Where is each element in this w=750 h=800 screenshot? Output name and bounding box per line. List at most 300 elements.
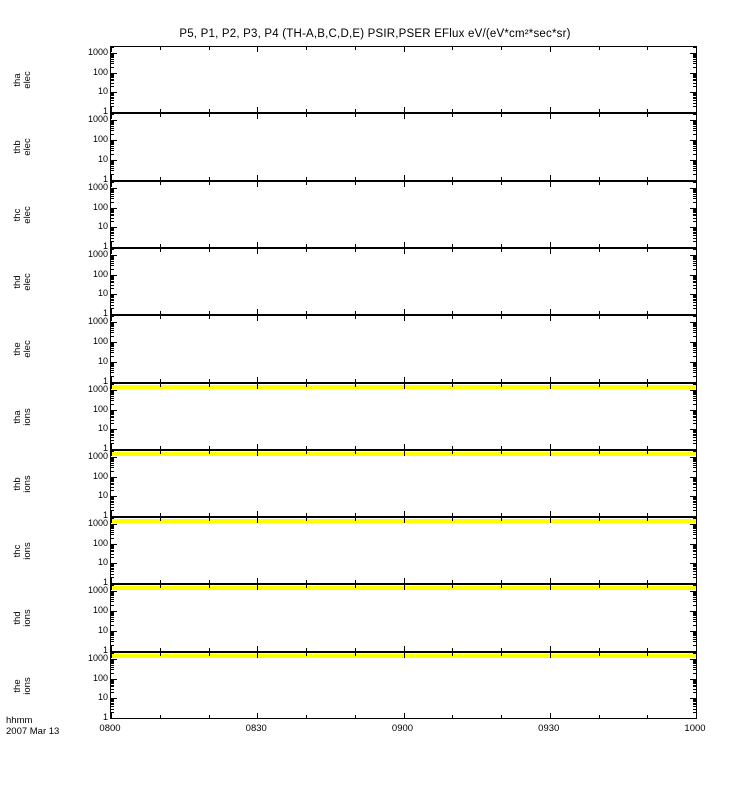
x-minor-tick-mark bbox=[599, 47, 600, 50]
y-tick-label: 10 bbox=[97, 625, 108, 635]
y-minor-tick-mark bbox=[693, 95, 696, 96]
y-tick-label: 1000 bbox=[87, 383, 108, 394]
x-tick-label: 0800 bbox=[99, 723, 121, 734]
y-minor-tick-mark bbox=[693, 484, 696, 485]
y-minor-tick-mark bbox=[693, 413, 696, 414]
y-minor-tick-mark bbox=[111, 507, 114, 508]
y-minor-tick-mark bbox=[693, 80, 696, 81]
x-minor-tick-mark bbox=[599, 109, 600, 112]
y-minor-tick-mark bbox=[111, 164, 114, 165]
x-minor-tick-mark bbox=[452, 379, 453, 382]
y-minor-tick-mark bbox=[693, 683, 696, 684]
y-minor-tick-mark bbox=[111, 413, 114, 414]
y-minor-tick-mark bbox=[693, 463, 696, 464]
x-minor-tick-mark bbox=[404, 648, 405, 651]
y-minor-tick-mark bbox=[693, 368, 696, 369]
y-tick-label: 1000 bbox=[87, 181, 108, 192]
y-minor-tick-mark bbox=[111, 295, 114, 296]
y-minor-tick-mark bbox=[693, 198, 696, 199]
y-minor-tick-mark bbox=[693, 483, 696, 484]
x-minor-tick-mark bbox=[647, 177, 648, 180]
y-minor-tick-mark bbox=[693, 364, 696, 365]
x-minor-tick-mark bbox=[550, 182, 551, 185]
y-minor-tick-mark bbox=[693, 168, 696, 169]
y-minor-tick-mark bbox=[111, 571, 114, 572]
y-minor-tick-mark bbox=[111, 416, 114, 417]
x-minor-tick-mark bbox=[111, 648, 112, 651]
y-minor-tick-mark bbox=[111, 196, 114, 197]
y-minor-tick-mark bbox=[111, 229, 114, 230]
y-minor-tick-mark bbox=[693, 300, 696, 301]
y-minor-tick-mark bbox=[693, 202, 696, 203]
x-tick-mark bbox=[696, 713, 697, 718]
x-minor-tick-mark bbox=[209, 715, 210, 718]
y-minor-tick-mark bbox=[111, 703, 114, 704]
y-minor-tick-mark bbox=[693, 665, 696, 666]
x-minor-tick-mark bbox=[501, 182, 502, 185]
y-minor-tick-mark bbox=[693, 593, 696, 594]
y-minor-tick-mark bbox=[693, 499, 696, 500]
y-minor-tick-mark bbox=[111, 282, 114, 283]
y-minor-tick-mark bbox=[693, 614, 696, 615]
y-minor-tick-mark bbox=[111, 683, 114, 684]
y-minor-tick-mark bbox=[111, 504, 114, 505]
panel-the-elec bbox=[110, 315, 697, 383]
y-minor-tick-mark bbox=[111, 592, 114, 593]
y-minor-tick-mark bbox=[111, 663, 114, 664]
y-tick-label: 10 bbox=[97, 356, 108, 366]
y-minor-tick-mark bbox=[111, 130, 114, 131]
y-minor-tick-mark bbox=[693, 420, 696, 421]
y-minor-tick-mark bbox=[111, 95, 114, 96]
y-minor-tick-mark bbox=[111, 706, 114, 707]
x-minor-tick-mark bbox=[647, 715, 648, 718]
x-minor-tick-mark bbox=[257, 379, 258, 382]
x-axis-label: hhmm bbox=[6, 715, 33, 726]
x-tick-mark bbox=[696, 114, 697, 119]
y-minor-tick-mark bbox=[111, 637, 114, 638]
y-minor-tick-mark bbox=[693, 487, 696, 488]
y-minor-tick-mark bbox=[693, 569, 696, 570]
y-minor-tick-mark bbox=[693, 103, 696, 104]
y-minor-tick-mark bbox=[111, 238, 114, 239]
y-minor-tick-mark bbox=[693, 481, 696, 482]
y-minor-tick-mark bbox=[693, 527, 696, 528]
y-minor-tick-mark bbox=[111, 166, 114, 167]
y-minor-tick-mark bbox=[111, 423, 114, 424]
y-minor-tick-mark bbox=[693, 461, 696, 462]
y-minor-tick-mark bbox=[693, 67, 696, 68]
y-minor-tick-mark bbox=[693, 77, 696, 78]
y-minor-tick-mark bbox=[693, 194, 696, 195]
y-minor-tick-mark bbox=[111, 391, 114, 392]
x-minor-tick-mark bbox=[160, 177, 161, 180]
y-minor-tick-mark bbox=[111, 420, 114, 421]
x-minor-tick-mark bbox=[501, 311, 502, 314]
y-minor-tick-mark bbox=[111, 305, 114, 306]
x-minor-tick-mark bbox=[306, 580, 307, 583]
y-minor-tick-mark bbox=[693, 305, 696, 306]
x-minor-tick-mark bbox=[501, 114, 502, 117]
y-minor-tick-mark bbox=[693, 703, 696, 704]
x-minor-tick-mark bbox=[355, 513, 356, 516]
x-minor-tick-mark bbox=[209, 311, 210, 314]
x-minor-tick-mark bbox=[257, 244, 258, 247]
x-minor-tick-mark bbox=[355, 648, 356, 651]
x-minor-tick-mark bbox=[599, 513, 600, 516]
x-minor-tick-mark bbox=[355, 177, 356, 180]
y-minor-tick-mark bbox=[693, 667, 696, 668]
panel-thc-ions bbox=[110, 517, 697, 584]
panel-plot-area bbox=[111, 585, 696, 651]
x-minor-tick-mark bbox=[599, 316, 600, 319]
y-minor-tick-mark bbox=[111, 141, 114, 142]
x-minor-tick-mark bbox=[111, 715, 112, 718]
y-minor-tick-mark bbox=[111, 417, 114, 418]
y-minor-tick-mark bbox=[693, 686, 696, 687]
y-minor-tick-mark bbox=[111, 332, 114, 333]
y-minor-tick-mark bbox=[111, 218, 114, 219]
y-minor-tick-mark bbox=[111, 103, 114, 104]
y-minor-tick-mark bbox=[111, 232, 114, 233]
x-minor-tick-mark bbox=[306, 653, 307, 656]
y-minor-tick-mark bbox=[693, 550, 696, 551]
y-minor-tick-mark bbox=[111, 323, 114, 324]
y-minor-tick-mark bbox=[111, 302, 114, 303]
x-minor-tick-mark bbox=[501, 585, 502, 588]
y-minor-tick-mark bbox=[111, 325, 114, 326]
y-axis-label-species: elec bbox=[22, 272, 33, 291]
y-axis-label-species: elec bbox=[22, 70, 33, 89]
y-minor-tick-mark bbox=[693, 548, 696, 549]
y-minor-tick-mark bbox=[111, 61, 114, 62]
y-minor-tick-mark bbox=[111, 261, 114, 262]
y-minor-tick-mark bbox=[111, 202, 114, 203]
x-minor-tick-mark bbox=[209, 653, 210, 656]
x-minor-tick-mark bbox=[257, 451, 258, 454]
panel-plot-area bbox=[111, 114, 696, 180]
y-minor-tick-mark bbox=[693, 276, 696, 277]
x-minor-tick-mark bbox=[647, 585, 648, 588]
x-minor-tick-mark bbox=[257, 446, 258, 449]
x-minor-tick-mark bbox=[550, 384, 551, 387]
x-minor-tick-mark bbox=[696, 518, 697, 521]
y-minor-tick-mark bbox=[111, 278, 114, 279]
y-minor-tick-mark bbox=[693, 639, 696, 640]
x-minor-tick-mark bbox=[257, 580, 258, 583]
x-minor-tick-mark bbox=[257, 585, 258, 588]
x-minor-tick-mark bbox=[452, 47, 453, 50]
x-minor-tick-mark bbox=[111, 585, 112, 588]
y-minor-tick-mark bbox=[693, 332, 696, 333]
x-minor-tick-mark bbox=[501, 249, 502, 252]
y-minor-tick-mark bbox=[111, 404, 114, 405]
y-minor-tick-mark bbox=[111, 212, 114, 213]
y-minor-tick-mark bbox=[693, 75, 696, 76]
y-axis-label-probe: thb bbox=[12, 140, 23, 154]
y-minor-tick-mark bbox=[111, 79, 114, 80]
x-minor-tick-mark bbox=[355, 585, 356, 588]
x-minor-tick-mark bbox=[599, 311, 600, 314]
y-tick-label: 100 bbox=[92, 470, 108, 481]
y-minor-tick-mark bbox=[111, 686, 114, 687]
y-minor-tick-mark bbox=[693, 479, 696, 480]
y-axis-label-species: ions bbox=[22, 609, 33, 627]
y-minor-tick-mark bbox=[111, 566, 114, 567]
x-minor-tick-mark bbox=[404, 249, 405, 252]
x-minor-tick-mark bbox=[355, 384, 356, 387]
y-minor-tick-mark bbox=[693, 554, 696, 555]
x-tick-mark bbox=[696, 646, 697, 651]
x-minor-tick-mark bbox=[696, 249, 697, 252]
y-minor-tick-mark bbox=[111, 67, 114, 68]
y-minor-tick-mark bbox=[693, 701, 696, 702]
y-minor-tick-mark bbox=[693, 680, 696, 681]
y-minor-tick-mark bbox=[693, 256, 696, 257]
x-minor-tick-mark bbox=[111, 244, 112, 247]
y-minor-tick-mark bbox=[693, 404, 696, 405]
x-minor-tick-mark bbox=[647, 114, 648, 117]
x-minor-tick-mark bbox=[404, 715, 405, 718]
x-minor-tick-mark bbox=[306, 451, 307, 454]
y-tick-label: 100 bbox=[92, 403, 108, 414]
y-minor-tick-mark bbox=[693, 682, 696, 683]
x-minor-tick-mark bbox=[550, 518, 551, 521]
y-minor-tick-mark bbox=[111, 279, 114, 280]
x-minor-tick-mark bbox=[452, 715, 453, 718]
y-minor-tick-mark bbox=[693, 74, 696, 75]
y-minor-tick-mark bbox=[111, 80, 114, 81]
y-tick-label: 1 bbox=[102, 577, 108, 587]
y-minor-tick-mark bbox=[693, 336, 696, 337]
y-minor-tick-mark bbox=[693, 599, 696, 600]
x-minor-tick-mark bbox=[452, 114, 453, 117]
y-minor-tick-mark bbox=[111, 574, 114, 575]
x-minor-tick-mark bbox=[696, 114, 697, 117]
x-minor-tick-mark bbox=[452, 109, 453, 112]
y-axis-label-thb-ions bbox=[13, 449, 33, 519]
y-minor-tick-mark bbox=[111, 458, 114, 459]
y-minor-tick-mark bbox=[693, 689, 696, 690]
y-minor-tick-mark bbox=[693, 460, 696, 461]
x-minor-tick-mark bbox=[452, 585, 453, 588]
y-minor-tick-mark bbox=[111, 211, 114, 212]
y-minor-tick-mark bbox=[693, 154, 696, 155]
y-axis-label-probe: thd bbox=[12, 274, 23, 289]
y-minor-tick-mark bbox=[111, 532, 114, 533]
y-minor-tick-mark bbox=[693, 398, 696, 399]
y-minor-tick-mark bbox=[693, 83, 696, 84]
y-minor-tick-mark bbox=[111, 86, 114, 87]
y-minor-tick-mark bbox=[111, 621, 114, 622]
x-tick-mark bbox=[696, 444, 697, 449]
x-minor-tick-mark bbox=[696, 585, 697, 588]
y-minor-tick-mark bbox=[693, 412, 696, 413]
y-minor-tick-mark bbox=[693, 545, 696, 546]
x-minor-tick-mark bbox=[696, 513, 697, 516]
y-minor-tick-mark bbox=[111, 148, 114, 149]
y-minor-tick-mark bbox=[693, 228, 696, 229]
x-minor-tick-mark bbox=[599, 580, 600, 583]
panel-thc-elec bbox=[110, 181, 697, 248]
y-minor-tick-mark bbox=[111, 435, 114, 436]
y-minor-tick-mark bbox=[111, 547, 114, 548]
y-minor-tick-mark bbox=[111, 662, 114, 663]
x-minor-tick-mark bbox=[452, 244, 453, 247]
y-minor-tick-mark bbox=[111, 548, 114, 549]
y-axis-label-tha-elec bbox=[13, 45, 33, 115]
x-minor-tick-mark bbox=[160, 249, 161, 252]
y-minor-tick-mark bbox=[693, 633, 696, 634]
x-minor-tick-mark bbox=[209, 379, 210, 382]
x-minor-tick-mark bbox=[111, 518, 112, 521]
y-tick-label: 1000 bbox=[87, 46, 108, 57]
y-minor-tick-mark bbox=[693, 704, 696, 705]
y-minor-tick-mark bbox=[693, 528, 696, 529]
y-minor-tick-mark bbox=[693, 324, 696, 325]
x-minor-tick-mark bbox=[111, 384, 112, 387]
x-minor-tick-mark bbox=[404, 518, 405, 521]
x-minor-tick-mark bbox=[550, 715, 551, 718]
y-minor-tick-mark bbox=[693, 526, 696, 527]
x-axis-date: 2007 Mar 13 bbox=[6, 726, 60, 737]
y-minor-tick-mark bbox=[111, 76, 114, 77]
y-minor-tick-mark bbox=[693, 326, 696, 327]
y-minor-tick-mark bbox=[693, 673, 696, 674]
y-tick-label: 1000 bbox=[87, 316, 108, 327]
x-tick-mark bbox=[696, 518, 697, 523]
x-minor-tick-mark bbox=[257, 249, 258, 252]
x-minor-tick-mark bbox=[696, 379, 697, 382]
panel-plot-area bbox=[111, 316, 696, 382]
y-minor-tick-mark bbox=[693, 94, 696, 95]
x-minor-tick-mark bbox=[452, 249, 453, 252]
x-minor-tick-mark bbox=[696, 580, 697, 583]
y-minor-tick-mark bbox=[111, 336, 114, 337]
y-minor-tick-mark bbox=[693, 502, 696, 503]
y-minor-tick-mark bbox=[693, 63, 696, 64]
y-minor-tick-mark bbox=[693, 685, 696, 686]
x-minor-tick-mark bbox=[452, 580, 453, 583]
y-minor-tick-mark bbox=[693, 396, 696, 397]
y-tick-labels bbox=[72, 383, 108, 453]
x-minor-tick-mark bbox=[696, 244, 697, 247]
x-minor-tick-mark bbox=[501, 513, 502, 516]
x-minor-tick-mark bbox=[160, 513, 161, 516]
x-minor-tick-mark bbox=[452, 316, 453, 319]
x-minor-tick-mark bbox=[160, 316, 161, 319]
y-minor-tick-mark bbox=[693, 458, 696, 459]
y-minor-tick-mark bbox=[111, 154, 114, 155]
y-minor-tick-mark bbox=[693, 56, 696, 57]
x-minor-tick-mark bbox=[501, 379, 502, 382]
x-minor-tick-mark bbox=[160, 648, 161, 651]
y-minor-tick-mark bbox=[693, 233, 696, 234]
y-minor-tick-mark bbox=[693, 130, 696, 131]
x-minor-tick-mark bbox=[452, 648, 453, 651]
y-tick-label: 1000 bbox=[87, 652, 108, 663]
y-tick-label: 100 bbox=[92, 201, 108, 212]
y-minor-tick-mark bbox=[111, 97, 114, 98]
y-axis-label-thd-ions bbox=[13, 583, 33, 653]
chart-title: P5, P1, P2, P3, P4 (TH-A,B,C,D,E) PSIR,PSER EFlux eV/(eV*cm²*sec*sr) bbox=[179, 28, 571, 40]
x-minor-tick-mark bbox=[355, 446, 356, 449]
y-minor-tick-mark bbox=[693, 299, 696, 300]
x-axis-caption bbox=[6, 715, 59, 737]
y-minor-tick-mark bbox=[693, 229, 696, 230]
y-minor-tick-mark bbox=[693, 191, 696, 192]
y-minor-tick-mark bbox=[111, 612, 114, 613]
x-minor-tick-mark bbox=[550, 114, 551, 117]
x-minor-tick-mark bbox=[355, 715, 356, 718]
y-minor-tick-mark bbox=[693, 430, 696, 431]
y-minor-tick-mark bbox=[111, 440, 114, 441]
y-minor-tick-mark bbox=[111, 617, 114, 618]
y-tick-label: 10 bbox=[97, 86, 108, 97]
y-minor-tick-mark bbox=[111, 661, 114, 662]
y-minor-tick-mark bbox=[111, 412, 114, 413]
x-minor-tick-mark bbox=[209, 177, 210, 180]
y-tick-label: 1 bbox=[102, 712, 108, 722]
y-minor-tick-mark bbox=[111, 300, 114, 301]
y-tick-label: 10 bbox=[97, 557, 108, 568]
x-minor-tick-mark bbox=[257, 47, 258, 50]
y-minor-tick-mark bbox=[111, 554, 114, 555]
x-minor-tick-mark bbox=[306, 316, 307, 319]
y-minor-tick-mark bbox=[693, 343, 696, 344]
x-minor-tick-mark bbox=[404, 316, 405, 319]
y-minor-tick-mark bbox=[111, 350, 114, 351]
x-minor-tick-mark bbox=[404, 109, 405, 112]
y-minor-tick-mark bbox=[111, 366, 114, 367]
y-minor-tick-mark bbox=[111, 123, 114, 124]
y-minor-tick-mark bbox=[693, 161, 696, 162]
x-minor-tick-mark bbox=[599, 585, 600, 588]
y-minor-tick-mark bbox=[693, 414, 696, 415]
y-minor-tick-mark bbox=[111, 77, 114, 78]
y-minor-tick-mark bbox=[693, 126, 696, 127]
y-minor-tick-mark bbox=[111, 258, 114, 259]
y-minor-tick-mark bbox=[693, 192, 696, 193]
y-tick-label: 1000 bbox=[87, 585, 108, 596]
y-minor-tick-mark bbox=[111, 55, 114, 56]
x-minor-tick-mark bbox=[306, 182, 307, 185]
x-minor-tick-mark bbox=[355, 311, 356, 314]
y-minor-tick-mark bbox=[111, 163, 114, 164]
y-minor-tick-mark bbox=[693, 346, 696, 347]
x-tick-mark bbox=[696, 309, 697, 314]
y-minor-tick-mark bbox=[111, 465, 114, 466]
x-tick-mark bbox=[696, 451, 697, 456]
y-minor-tick-mark bbox=[111, 394, 114, 395]
x-minor-tick-mark bbox=[355, 47, 356, 50]
x-minor-tick-mark bbox=[599, 451, 600, 454]
x-tick-mark bbox=[696, 242, 697, 247]
y-tick-label: 1 bbox=[102, 106, 108, 116]
x-minor-tick-mark bbox=[355, 451, 356, 454]
x-minor-tick-mark bbox=[306, 114, 307, 117]
y-minor-tick-mark bbox=[693, 214, 696, 215]
y-minor-tick-mark bbox=[693, 365, 696, 366]
x-tick-mark bbox=[696, 377, 697, 382]
y-tick-label: 10 bbox=[97, 423, 108, 434]
x-minor-tick-mark bbox=[696, 316, 697, 319]
y-axis-label-probe: thb bbox=[12, 476, 23, 491]
x-minor-tick-mark bbox=[160, 384, 161, 387]
y-minor-tick-mark bbox=[111, 190, 114, 191]
x-minor-tick-mark bbox=[550, 316, 551, 319]
y-minor-tick-mark bbox=[111, 546, 114, 547]
